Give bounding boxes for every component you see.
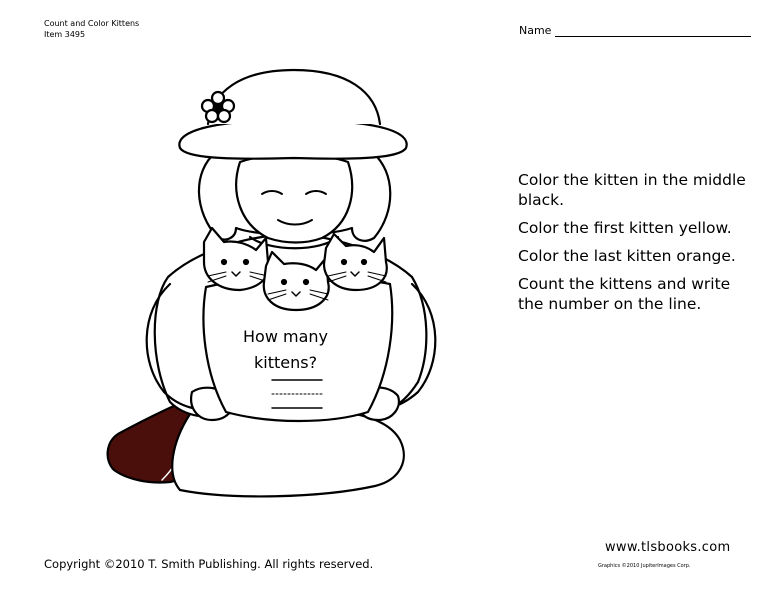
bag-question-line1: How many <box>243 327 328 346</box>
instruction-1: Color the kitten in the middle black. <box>518 171 746 209</box>
hat-brim <box>179 120 406 159</box>
website-link[interactable]: www.tlsbooks.com <box>605 540 731 555</box>
copyright-notice: Copyright ©2010 T. Smith Publishing. All rights reserved. <box>44 557 374 571</box>
instruction-2: Color the first kitten yellow. <box>518 219 732 237</box>
instruction-4: Count the kittens and write the number on the line. <box>518 275 731 313</box>
bag-question-line2: kittens? <box>254 353 318 372</box>
name-field <box>519 24 751 37</box>
girl-with-kittens-illustration <box>100 62 445 502</box>
instruction-3: Color the last kitten orange. <box>518 247 736 265</box>
graphics-credit: Graphics ©2010 JupiterImages Corp. <box>598 563 691 569</box>
hat-crown <box>208 70 380 124</box>
skirt <box>172 412 404 496</box>
face <box>236 155 352 243</box>
worksheet-header <box>44 18 139 40</box>
kitten-last <box>324 234 387 290</box>
name-write-line[interactable] <box>555 24 751 37</box>
worksheet-title: Count and Color Kittens <box>44 19 140 28</box>
name-label: Name <box>519 24 552 37</box>
item-number: Item 3495 <box>44 30 86 39</box>
instructions-list <box>518 170 753 322</box>
